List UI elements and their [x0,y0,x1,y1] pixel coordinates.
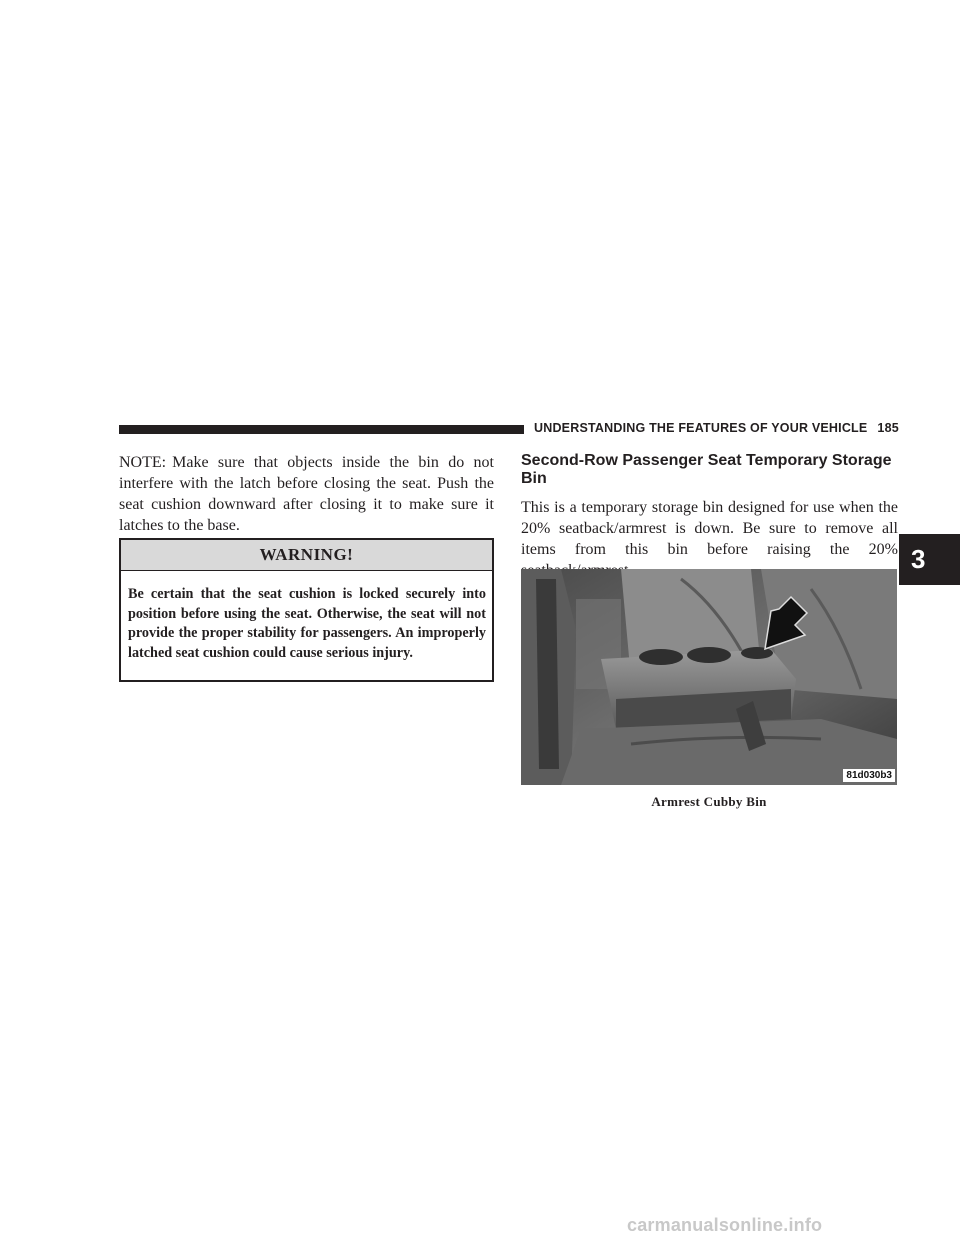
section-body: This is a temporary storage bin designed for use when the 20% seatback/armrest is down. Be sure to remove all items from this bin before raising the 20% [521,499,898,558]
armrest-cubby-photo [521,569,897,785]
seat-illustration [521,569,897,785]
warning-title: WARNING! [121,540,492,571]
header-rule [119,425,524,434]
page-number: 185 [877,421,899,435]
section-title: Second-Row Passenger Seat Temporary Storage Bin [521,452,892,487]
warning-text: Be certain that the seat cushion is locked securely into position before using the seat. Otherwise, the seat will not provide the proper stability for passengers. An improperly latched seat cushion could cause serious injury. [128,586,486,661]
chapter-tab [899,534,960,585]
left-column [119,452,494,536]
figure-caption: Armrest Cubby Bin [651,794,767,809]
note-paragraph [119,452,494,536]
right-column [521,452,898,581]
running-header [534,421,899,435]
note-text: Make sure that objects inside the bin do not interfere with the latch before closing the seat. Push the seat cushion downward after closing it to make sure it latches to the base. [119,454,494,534]
figure-code: 81d030b3 [843,769,895,782]
note-label: NOTE: [119,454,167,471]
warning-box [119,538,494,682]
chapter-number: 3 [911,544,926,574]
header-title: UNDERSTANDING THE FEATURES OF YOUR VEHICLE [534,421,868,435]
watermark: carmanualsonline.info [627,1215,823,1235]
